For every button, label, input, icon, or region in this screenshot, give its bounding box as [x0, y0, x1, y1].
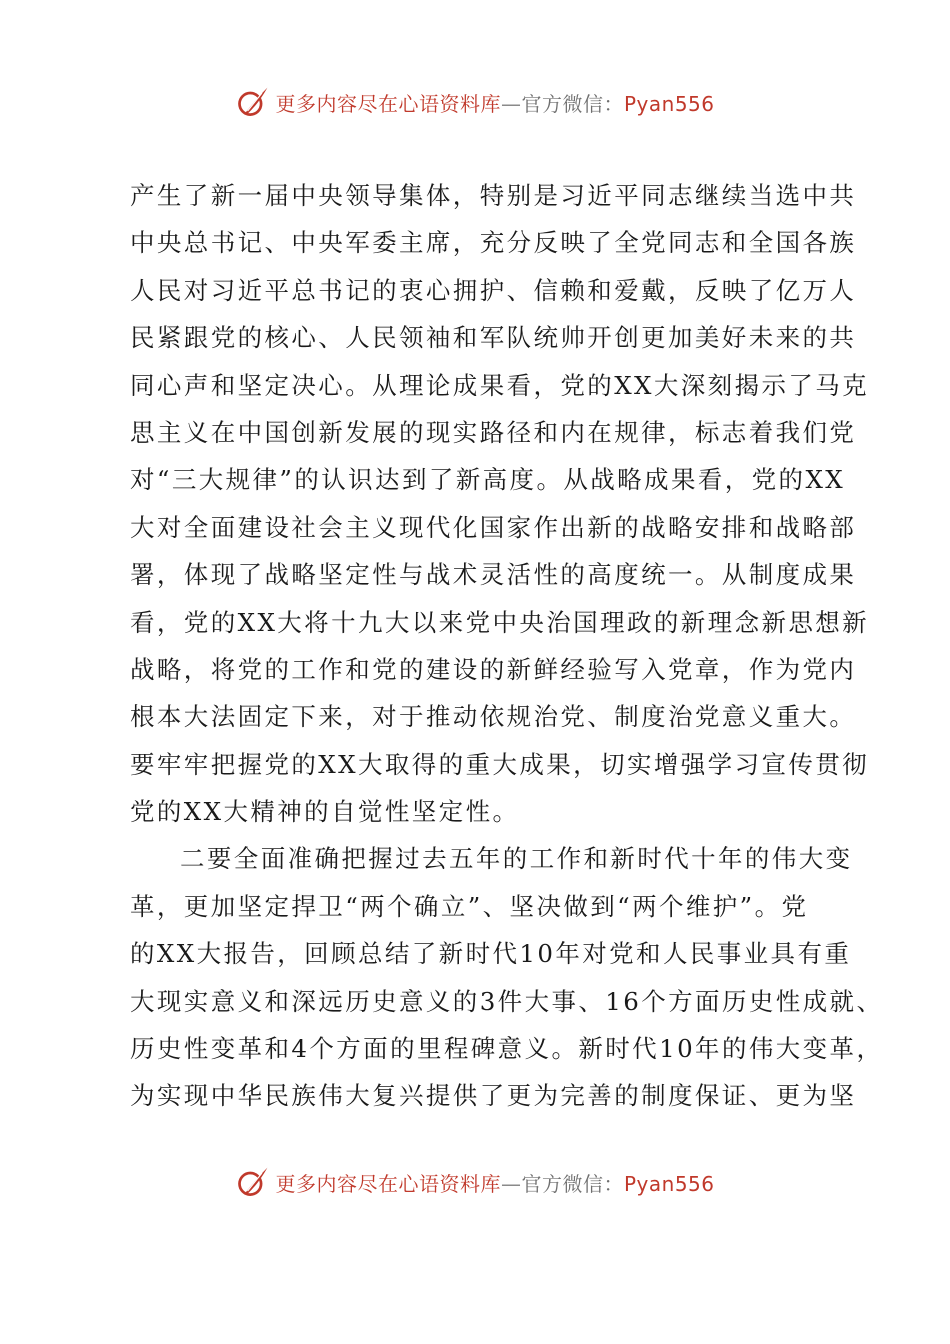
footer-wechat-id: Pyan556 [623, 1171, 715, 1196]
header-dash: — [500, 91, 522, 116]
text-line: 同心声和坚定决心。从理论成果看，党的XX大深刻揭示了马克 [130, 370, 870, 400]
text-line: 署，体现了战略坚定性与战术灵活性的高度统一。从制度成果 [130, 560, 857, 590]
text-line: 大对全面建设社会主义现代化国家作出新的战略安排和战略部 [130, 512, 857, 542]
text-line: 中央总书记、中央军委主席，充分反映了全党同志和全国各族 [130, 228, 857, 258]
text-line: 产生了新一届中央领导集体，特别是习近平同志继续当选中共 [130, 181, 857, 210]
footer-wechat-label: 官方微信： [521, 1171, 624, 1196]
feather-pen-logo-icon [235, 1164, 271, 1200]
text-line: 要牢牢把握党的XX大取得的重大成果，切实增强学习宣传贯彻 [130, 749, 870, 779]
text-line: 对“三大规律”的认识达到了新高度。从战略成果看，党的XX [130, 465, 846, 495]
text-line: 人民对习近平总书记的衷心拥护、信赖和爱戴，反映了亿万人 [130, 275, 857, 305]
footer-brand: 更多内容尽在心语资料库 [275, 1171, 501, 1196]
header-text [275, 88, 714, 117]
header-brand: 更多内容尽在心语资料库 [275, 91, 501, 116]
text-line: 为实现中华民族伟大复兴提供了更为完善的制度保证、更为坚 [130, 1081, 857, 1111]
document-body [130, 172, 884, 1120]
footer-dash: — [500, 1171, 522, 1196]
text-line: 思主义在中国创新发展的现实路径和内在规律，标志着我们党 [130, 417, 857, 447]
text-line: 历史性变革和4个方面的里程碑意义。新时代10年的伟大变革， [130, 1034, 884, 1064]
text-line: 革，更加坚定捍卫“两个确立”、坚决做到“两个维护”。党 [130, 891, 809, 921]
text-line: 的XX大报告，回顾总结了新时代10年对党和人民事业具有重 [130, 939, 852, 969]
header-wechat-id: Pyan556 [623, 91, 715, 116]
text-line: 战略，将党的工作和党的建设的新鲜经验写入党章，作为党内 [130, 654, 857, 684]
text-line: 看，党的XX大将十九大以来党中央治国理政的新理念新思想新 [130, 607, 870, 637]
header-banner [0, 82, 950, 122]
text-line: 民紧跟党的核心、人民领袖和军队统帅开创更加美好未来的共 [130, 323, 857, 353]
footer-banner [0, 1162, 950, 1202]
paragraph-start-line: 二要全面准确把握过去五年的工作和新时代十年的伟大变 [180, 844, 853, 874]
feather-pen-logo-icon [235, 84, 271, 120]
footer-text [275, 1168, 714, 1197]
text-line: 根本大法固定下来，对于推动依规治党、制度治党意义重大。 [130, 702, 857, 732]
text-line: 党的XX大精神的自觉性坚定性。 [130, 797, 520, 827]
header-wechat-label: 官方微信： [521, 91, 624, 116]
text-line: 大现实意义和深远历史意义的3件大事、16个方面历史性成就、 [130, 986, 884, 1016]
